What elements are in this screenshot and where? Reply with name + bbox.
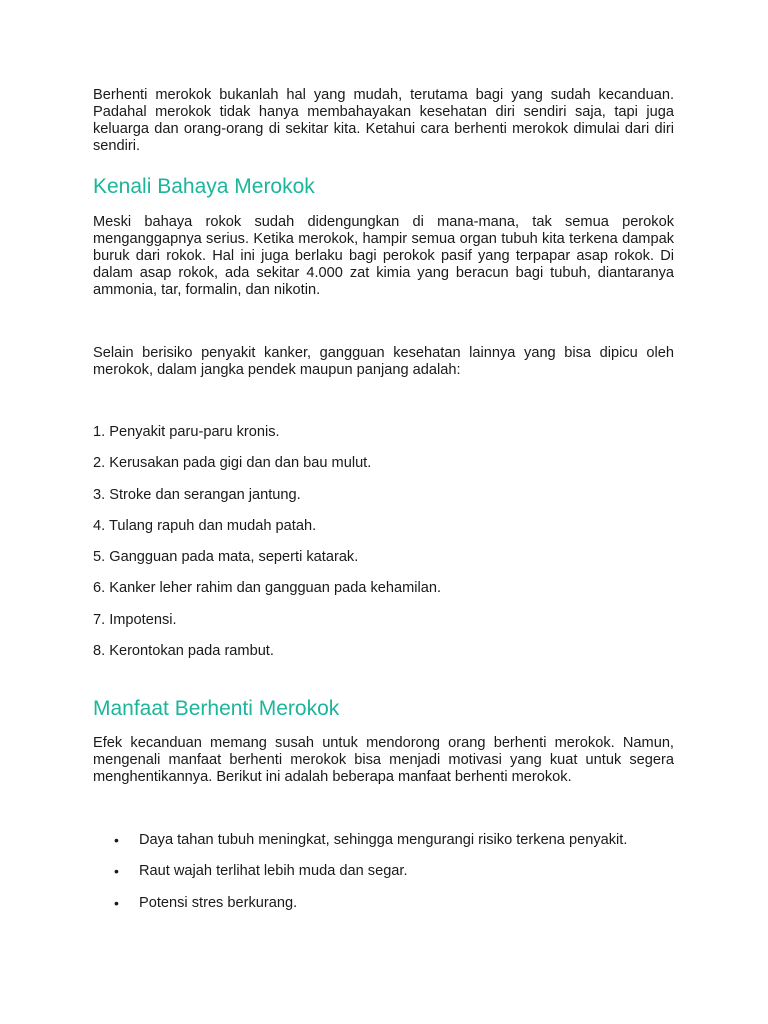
bullet-icon: • xyxy=(114,894,119,911)
list-item-text: Daya tahan tubuh meningkat, sehingga mengurangi risiko terkena penyakit. xyxy=(139,832,628,849)
list-item: 5. Gangguan pada mata, seperti katarak. xyxy=(93,549,359,566)
list-item: 8. Kerontokan pada rambut. xyxy=(93,643,274,660)
list-item-text: Raut wajah terlihat lebih muda dan segar. xyxy=(139,863,408,880)
list-item xyxy=(114,895,674,912)
list-item: 1. Penyakit paru-paru kronis. xyxy=(93,424,280,440)
health-risk-list xyxy=(93,424,674,660)
bullet-icon: • xyxy=(114,863,119,880)
list-item: 6. Kanker leher rahim dan gangguan pada kehamilan. xyxy=(93,580,442,597)
benefit-list xyxy=(93,832,674,912)
bullet-icon: • xyxy=(114,832,119,849)
section-heading-manfaat: Manfaat Berhenti Merokok xyxy=(93,697,340,721)
list-item: 4. Tulang rapuh dan mudah patah. xyxy=(93,517,317,534)
intro-paragraph: Berhenti merokok bukanlah hal yang mudah, terutama bagi yang sudah kecanduan. Padahal merokok tidak hanya membahayakan kesehatan diri sendiri saja, tapi juga keluarga dan orang-orang di sekitar kita. Ketahui cara berhenti merokok dimulai dari diri sendiri. xyxy=(93,87,674,154)
list-item xyxy=(114,863,674,880)
list-item xyxy=(114,832,674,849)
manfaat-paragraph: Efek kecanduan memang susah untuk mendorong orang berhenti merokok. Namun, mengenali manfaat berhenti merokok bisa menjadi motivasi yang kuat untuk segera menghentikannya. Berikut ini adalah beberapa manfaat berhenti merokok. xyxy=(93,735,674,786)
list-item: 3. Stroke dan serangan jantung. xyxy=(93,486,301,503)
gangguan-paragraph: Selain berisiko penyakit kanker, gangguan kesehatan lainnya yang bisa dipicu oleh merokok, dalam jangka pendek maupun panjang adalah: xyxy=(93,345,674,378)
list-item: 7. Impotensi. xyxy=(93,611,177,628)
section-heading-bahaya: Kenali Bahaya Merokok xyxy=(93,175,315,198)
list-item: 2. Kerusakan pada gigi dan dan bau mulut. xyxy=(93,455,372,472)
list-item-text: Potensi stres berkurang. xyxy=(139,894,298,911)
document-page xyxy=(93,87,674,926)
bahaya-paragraph: Meski bahaya rokok sudah didengungkan di mana-mana, tak semua perokok menganggapnya serius. Ketika merokok, hampir semua organ tubuh kita terkena dampak buruk dari rokok. Hal ini juga berlaku bagi perokok pasif yang terpapar asap rokok. Di dalam asap rokok, ada sekitar 4.000 zat kimia yang beracun bagi tubuh, diantaranya ammonia, tar, formalin, dan nikotin. xyxy=(93,214,674,298)
